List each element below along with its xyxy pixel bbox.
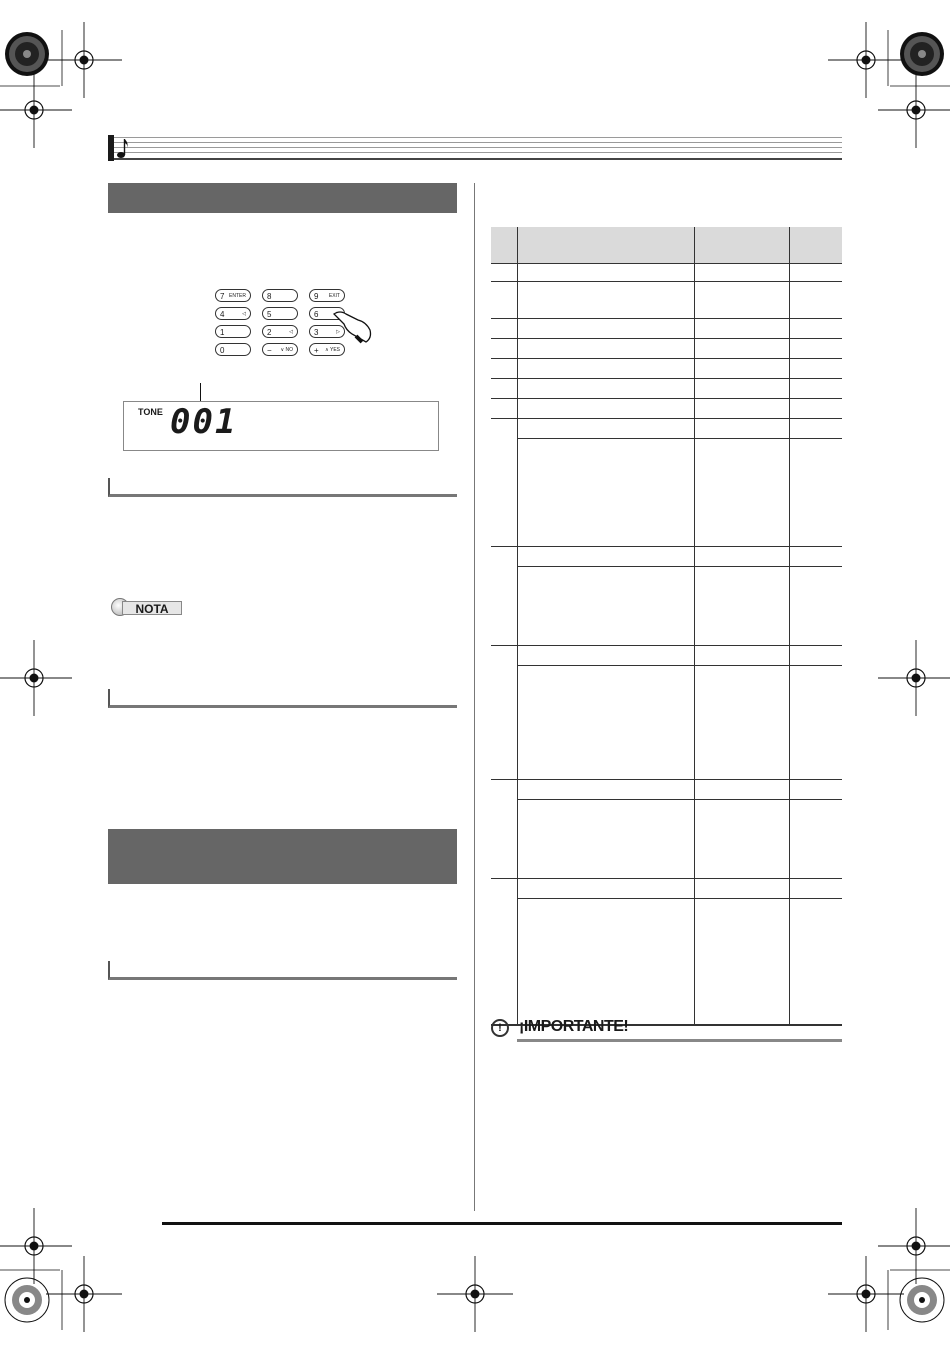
table-cell — [517, 780, 694, 800]
table-cell — [491, 800, 517, 879]
table-cell — [789, 780, 842, 800]
key-sublabel: ENTER — [229, 293, 246, 299]
table-cell — [694, 567, 789, 646]
table-cell — [491, 547, 517, 567]
table-cell — [491, 379, 517, 399]
table-cell — [491, 646, 517, 666]
table-cell — [789, 339, 842, 359]
key-label: 1 — [220, 328, 225, 337]
table-row — [491, 567, 842, 646]
table-row — [491, 399, 842, 419]
table-cell — [694, 419, 789, 439]
keypad-key-7[interactable] — [215, 325, 251, 338]
section-header-tone-select — [108, 183, 457, 213]
table-cell — [694, 879, 789, 899]
music-note-icon — [116, 137, 130, 159]
table-cell — [491, 899, 517, 1026]
table-cell — [491, 666, 517, 780]
key-label: 4 — [220, 310, 225, 319]
footer-rule — [162, 1222, 842, 1225]
table-cell — [491, 780, 517, 800]
table-cell — [694, 319, 789, 339]
header-staff — [108, 135, 842, 161]
key-label: 6 — [314, 310, 319, 319]
pointing-hand-icon — [332, 300, 376, 344]
table-cell — [491, 879, 517, 899]
lcd-display — [123, 401, 439, 451]
subsection-rule-1 — [108, 478, 457, 497]
table-cell — [517, 419, 694, 439]
column-divider — [474, 183, 475, 1211]
table-cell — [789, 666, 842, 780]
table-row — [491, 319, 842, 339]
table-cell — [789, 646, 842, 666]
important-notice — [491, 1018, 842, 1042]
key-label: 3 — [314, 328, 319, 337]
keypad-key-12[interactable] — [309, 343, 345, 356]
table-cell — [694, 359, 789, 379]
table-header-cell — [789, 227, 842, 264]
table-row — [491, 359, 842, 379]
table-cell — [694, 282, 789, 319]
key-sublabel: ▷ — [336, 329, 340, 335]
table-cell — [517, 282, 694, 319]
key-label: 8 — [267, 292, 272, 301]
table-cell — [491, 399, 517, 419]
subsection-rule-2 — [108, 689, 457, 708]
table-row — [491, 379, 842, 399]
table-cell — [694, 399, 789, 419]
key-label: − — [267, 346, 272, 355]
table-cell — [789, 379, 842, 399]
keypad-key-2[interactable] — [262, 289, 298, 302]
table-row — [491, 439, 842, 547]
table-row — [491, 264, 842, 282]
table-header-cell — [517, 227, 694, 264]
table-cell — [517, 319, 694, 339]
keypad-key-8[interactable] — [262, 325, 298, 338]
key-label: 5 — [267, 310, 272, 319]
table-cell — [694, 439, 789, 547]
table-row — [491, 666, 842, 780]
table-cell — [491, 339, 517, 359]
table-cell — [694, 899, 789, 1026]
table-cell — [491, 282, 517, 319]
table-cell — [789, 264, 842, 282]
table-header-row — [491, 227, 842, 264]
table-cell — [517, 646, 694, 666]
table-cell — [694, 780, 789, 800]
table-cell — [789, 567, 842, 646]
table-cell — [517, 359, 694, 379]
keypad-key-1[interactable] — [215, 289, 251, 302]
table-cell — [491, 264, 517, 282]
table-row — [491, 547, 842, 567]
keypad-key-11[interactable] — [262, 343, 298, 356]
table-cell — [789, 399, 842, 419]
table-cell — [517, 800, 694, 879]
table-cell — [491, 319, 517, 339]
table-row — [491, 339, 842, 359]
table-header-cell — [491, 227, 517, 264]
table-cell — [694, 646, 789, 666]
table-cell — [694, 800, 789, 879]
key-sublabel: ◁ — [289, 329, 293, 335]
table-cell — [491, 419, 517, 439]
subsection-rule-3 — [108, 961, 457, 980]
key-sublabel: EXIT — [328, 293, 340, 299]
key-label: 7 — [220, 292, 225, 301]
table-cell — [491, 359, 517, 379]
table-cell — [517, 666, 694, 780]
important-label: ¡IMPORTANTE! — [519, 1018, 629, 1035]
table-cell — [517, 339, 694, 359]
table-cell — [694, 379, 789, 399]
table-cell — [694, 339, 789, 359]
table-row — [491, 646, 842, 666]
table-cell — [789, 547, 842, 567]
keypad-key-10[interactable] — [215, 343, 251, 356]
table-header-cell — [694, 227, 789, 264]
keypad-key-4[interactable] — [215, 307, 251, 320]
table-cell — [694, 547, 789, 567]
table-cell — [517, 379, 694, 399]
table-cell — [789, 319, 842, 339]
tone-table — [491, 227, 842, 1026]
table-cell — [789, 419, 842, 439]
key-sublabel: ∨ NO — [280, 347, 293, 353]
table-row — [491, 419, 842, 439]
table-cell — [789, 359, 842, 379]
table-cell — [517, 899, 694, 1026]
table-cell — [491, 439, 517, 547]
table-cell — [789, 899, 842, 1026]
display-tone-number: 001 — [170, 402, 238, 442]
exclamation-icon: ! — [491, 1019, 509, 1037]
display-mode-label: TONE — [138, 407, 163, 417]
key-sublabel: ◁ — [242, 311, 246, 317]
table-cell — [694, 666, 789, 780]
table-row — [491, 282, 842, 319]
table-row — [491, 899, 842, 1026]
table-cell — [789, 800, 842, 879]
table-cell — [517, 399, 694, 419]
table-cell — [517, 879, 694, 899]
table-row — [491, 800, 842, 879]
table-cell — [789, 879, 842, 899]
table-row — [491, 879, 842, 899]
table-cell — [694, 264, 789, 282]
keypad-key-5[interactable] — [262, 307, 298, 320]
table-cell — [517, 567, 694, 646]
table-cell — [789, 439, 842, 547]
table-cell — [789, 282, 842, 319]
key-label: 9 — [314, 292, 319, 301]
section-header-second — [108, 829, 457, 884]
key-label: 0 — [220, 346, 225, 355]
table-cell — [491, 567, 517, 646]
table-row — [491, 780, 842, 800]
key-label: 2 — [267, 328, 272, 337]
table-cell — [517, 439, 694, 547]
table-cell — [517, 547, 694, 567]
table-cell — [517, 264, 694, 282]
key-sublabel: ∧ YES — [325, 347, 340, 353]
key-label: + — [314, 346, 319, 355]
